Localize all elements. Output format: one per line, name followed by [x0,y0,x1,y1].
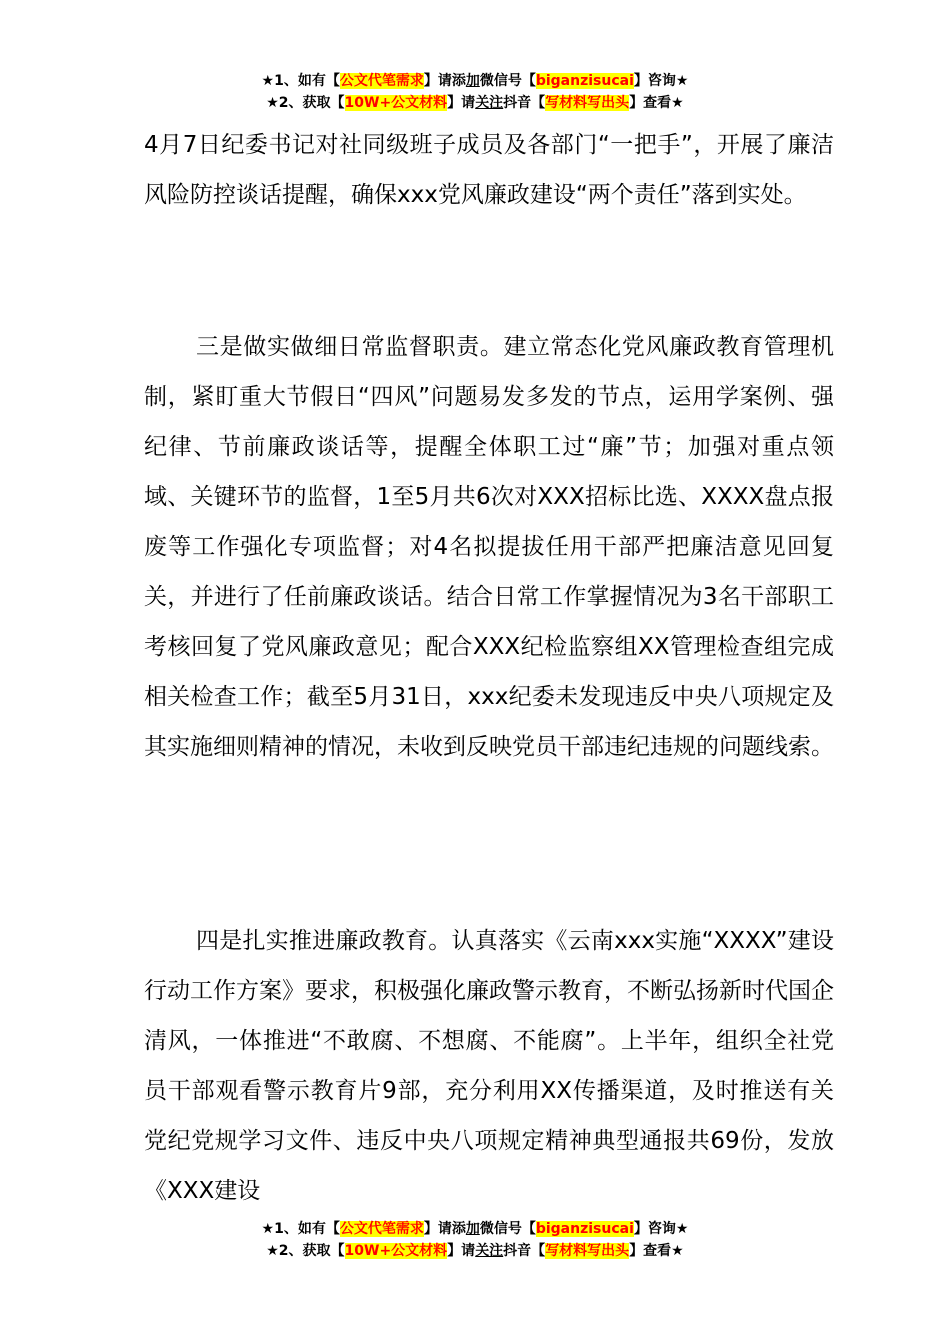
banner-line-1: ★1、如有【公文代笔需求】请添加微信号【biganzisucai】咨询★ [261,73,689,89]
highlight-materials: 10W+公文材料 [344,95,448,111]
highlight-service: 公文代笔需求 [339,1221,424,1237]
banner-line-1: ★1、如有【公文代笔需求】请添加微信号【biganzisucai】咨询★ [261,1221,689,1237]
paragraph-daily-supervision: 三是做实做细日常监督职责。建立常态化党风廉政教育管理机制，紧盯重大节假日“四风”问题易发多发的节点，运用学案例、强纪律、节前廉政谈话等，提醒全体职工过“廉”节；加强对重点领域、关键环节的监督，1至5月共6次对XXX招标比选、XXXX盘点报废等工作强化专项监督；对4名拟提拔任用干部严把廉洁意见回复关，并进行了任前廉政谈话。结合日常工作掌握情况为3名干部职工考核回复了党风廉政意见；配合XXX纪检监察组XX管理检查组完成相关检查工作；截至5月31日，xxx纪委未发现违反中央八项规定及其实施细则精神的情况，未收到反映党员干部违纪违规的问题线索。 [144,334,834,760]
highlight-wechat-id: biganzisucai [535,73,634,89]
highlight-wechat-id: biganzisucai [535,1221,634,1237]
paragraph-integrity-education: 四是扎实推进廉政教育。认真落实《云南xxx实施“XXXX”建设行动工作方案》要求，积极强化廉政警示教育，不断弘扬新时代国企清风，一体推进“不敢腐、不想腐、不能腐”。上半年，组织全社党员干部观看警示教育片9部，充分利用XX传播渠道，及时推送有关党纪党规学习文件、违反中央八项规定精神典型通报共69份，发放《XXX建设 [144,928,834,1204]
header-banner [0,70,950,114]
banner-line-2: ★2、获取【10W+公文材料】请关注抖音【写材料写出头】查看★ [266,95,684,111]
highlight-douyin-account: 写材料写出头 [545,95,630,111]
paragraph-continuation: 4月7日纪委书记对社同级班子成员及各部门“一把手”，开展了廉洁风险防控谈话提醒，确保xxx党风廉政建设“两个责任”落到实处。 [144,132,834,208]
highlight-douyin-account: 写材料写出头 [545,1243,630,1259]
footer-banner [0,1218,950,1262]
highlight-service: 公文代笔需求 [339,73,424,89]
highlight-materials: 10W+公文材料 [344,1243,448,1259]
banner-line-2: ★2、获取【10W+公文材料】请关注抖音【写材料写出头】查看★ [266,1243,684,1259]
